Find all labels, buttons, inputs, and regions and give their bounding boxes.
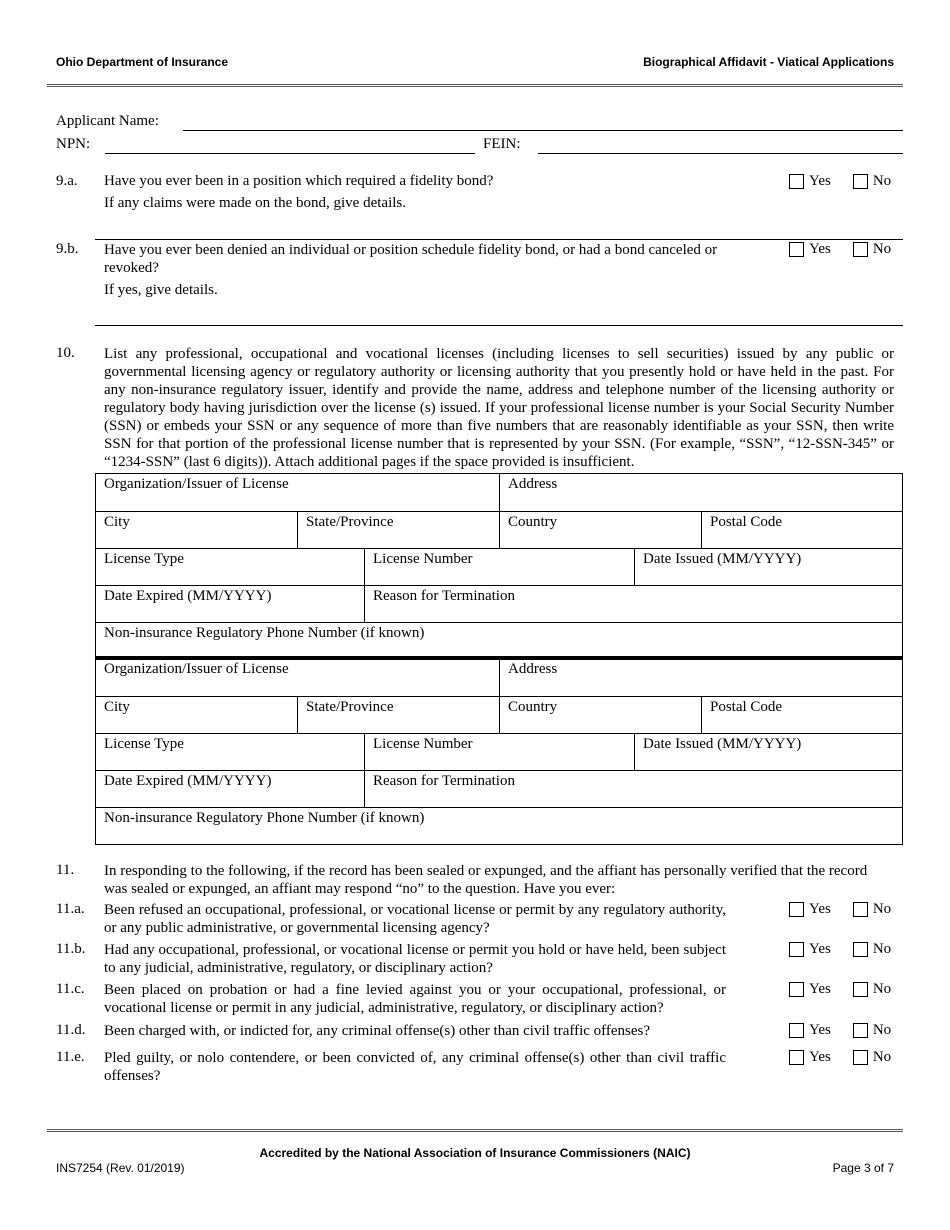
q11e-number: 11.e. <box>56 1049 85 1065</box>
q11d-text: Been charged with, or indicted for, any criminal offense(s) other than civil traffic offenses? <box>104 1023 651 1039</box>
q11e-no-label: No <box>872 1049 892 1065</box>
license2-address-label: Address <box>508 661 558 677</box>
license1-reason-cell[interactable] <box>364 586 902 622</box>
q11e-yes-label: Yes <box>809 1049 831 1065</box>
q11a-number: 11.a. <box>56 901 85 917</box>
license2-phone-label: Non-insurance Regulatory Phone Number (if known) <box>104 810 425 826</box>
q9a-number: 9.a. <box>56 173 78 189</box>
license1-expired-label: Date Expired (MM/YYYY) <box>104 588 272 604</box>
q9a-yes-label: Yes <box>809 173 831 189</box>
q9b-yes-checkbox[interactable] <box>789 242 804 257</box>
license2-expired-cell[interactable] <box>96 771 364 807</box>
q11-number: 11. <box>56 862 75 878</box>
npn-field[interactable] <box>105 153 475 154</box>
license2-state-cell[interactable] <box>297 697 499 733</box>
license2-postal-label: Postal Code <box>710 699 783 715</box>
license1-expired-cell[interactable] <box>96 586 364 622</box>
q11d-no-checkbox[interactable] <box>853 1023 868 1038</box>
q11b-choices <box>789 941 891 958</box>
footer-page-number: Page 3 of 7 <box>832 1161 894 1175</box>
license1-type-label: License Type <box>104 551 184 567</box>
applicant-name-label: Applicant Name: <box>56 113 159 129</box>
q9b-number: 9.b. <box>56 241 79 257</box>
q9a-subtext: If any claims were made on the bond, give details. <box>104 195 406 211</box>
q11d-choices <box>789 1022 891 1039</box>
q11a-no-label: No <box>872 901 892 917</box>
license1-state-cell[interactable] <box>297 512 499 548</box>
license2-state-label: State/Province <box>306 699 394 715</box>
license2-issued-label: Date Issued (MM/YYYY) <box>643 736 802 752</box>
license2-type-label: License Type <box>104 736 184 752</box>
q11b-yes-label: Yes <box>809 941 831 957</box>
npn-label: NPN: <box>56 136 91 152</box>
license1-number-cell[interactable] <box>364 549 634 585</box>
header-divider <box>47 84 903 87</box>
q9b-text: Have you ever been denied an individual or position schedule fidelity bond, or had a bond canceled or revoked? <box>104 242 718 276</box>
license2-org-label: Organization/Issuer of License <box>104 661 289 677</box>
q11-intro: In responding to the following, if the record has been sealed or expunged, and the affiant has personally verified that the record was sealed or expunged, an affiant may respond “no” to the question. Have you ever: <box>104 863 868 897</box>
header-department: Ohio Department of Insurance <box>56 55 229 69</box>
q11c-no-label: No <box>872 981 892 997</box>
license1-state-label: State/Province <box>306 514 394 530</box>
q9a-choices <box>789 173 891 190</box>
license2-city-cell[interactable] <box>96 697 297 733</box>
q9b-subtext: If yes, give details. <box>104 282 218 298</box>
license1-phone-label: Non-insurance Regulatory Phone Number (if known) <box>104 625 425 641</box>
license1-issued-label: Date Issued (MM/YYYY) <box>643 551 802 567</box>
q9a-no-checkbox[interactable] <box>853 174 868 189</box>
q11c-choices <box>789 981 891 998</box>
q11a-text: Been refused an occupational, professional, or vocational license or permit by any regulatory authority, or any public administrative, or governmental licensing agency? <box>104 902 726 936</box>
q11e-yes-checkbox[interactable] <box>789 1050 804 1065</box>
q9a-yes-checkbox[interactable] <box>789 174 804 189</box>
license2-address-cell[interactable] <box>499 659 902 696</box>
license2-country-cell[interactable] <box>499 697 701 733</box>
license2-country-label: Country <box>508 699 558 715</box>
license2-phone-cell[interactable] <box>96 808 902 844</box>
license2-org-cell[interactable] <box>96 659 499 696</box>
q9b-no-checkbox[interactable] <box>853 242 868 257</box>
q9a-text: Have you ever been in a position which required a fidelity bond? <box>104 173 494 189</box>
license2-number-label: License Number <box>373 736 473 752</box>
q11a-yes-label: Yes <box>809 901 831 917</box>
license1-city-label: City <box>104 514 130 530</box>
license1-type-cell[interactable] <box>96 549 364 585</box>
q10-number: 10. <box>56 345 75 361</box>
license2-postal-cell[interactable] <box>701 697 902 733</box>
license1-postal-label: Postal Code <box>710 514 783 530</box>
license1-reason-label: Reason for Termination <box>373 588 515 604</box>
q11b-text: Had any occupational, professional, or vocational license or permit you hold or have held, been subject to any judicial, administrative, regulatory, or disciplinary action? <box>104 942 726 976</box>
q11b-no-checkbox[interactable] <box>853 942 868 957</box>
q11b-number: 11.b. <box>56 941 86 957</box>
q9b-no-label: No <box>872 241 892 257</box>
q11b-yes-checkbox[interactable] <box>789 942 804 957</box>
q11d-yes-checkbox[interactable] <box>789 1023 804 1038</box>
license2-issued-cell[interactable] <box>634 734 902 770</box>
q11c-yes-checkbox[interactable] <box>789 982 804 997</box>
license1-address-cell[interactable] <box>499 474 902 511</box>
q11e-text: Pled guilty, or nolo contendere, or been convicted of, any criminal offense(s) other than civil traffic offenses? <box>104 1050 726 1084</box>
q11c-number: 11.c. <box>56 981 85 997</box>
footer-divider <box>47 1129 903 1132</box>
q9b-yes-label: Yes <box>809 241 831 257</box>
q11d-no-label: No <box>872 1022 892 1038</box>
license1-city-cell[interactable] <box>96 512 297 548</box>
fein-label: FEIN: <box>483 136 521 152</box>
q11c-yes-label: Yes <box>809 981 831 997</box>
license1-issued-cell[interactable] <box>634 549 902 585</box>
license2-reason-cell[interactable] <box>364 771 902 807</box>
license1-country-label: Country <box>508 514 558 530</box>
header-form-title: Biographical Affidavit - Viatical Applications <box>643 55 894 69</box>
license-table-1 <box>95 473 903 660</box>
footer-accreditation: Accredited by the National Association of Insurance Commissioners (NAIC) <box>259 1146 691 1160</box>
license1-phone-cell[interactable] <box>96 623 902 659</box>
q11e-choices <box>789 1049 891 1066</box>
license2-number-cell[interactable] <box>364 734 634 770</box>
license2-city-label: City <box>104 699 130 715</box>
q9b-details-line[interactable] <box>95 325 903 326</box>
license1-org-cell[interactable] <box>96 474 499 511</box>
license1-postal-cell[interactable] <box>701 512 902 548</box>
q11d-yes-label: Yes <box>809 1022 831 1038</box>
q9a-no-label: No <box>872 173 892 189</box>
license1-address-label: Address <box>508 476 558 492</box>
q11a-yes-checkbox[interactable] <box>789 902 804 917</box>
fein-field[interactable] <box>538 153 903 154</box>
license1-country-cell[interactable] <box>499 512 701 548</box>
q11e-no-checkbox[interactable] <box>853 1050 868 1065</box>
q11c-text: Been placed on probation or had a fine levied against you or your occupational, professional, or vocational license or permit in any judicial, administrative, regulatory, or disciplinary action? <box>104 982 726 1016</box>
q11a-choices <box>789 901 891 918</box>
license2-expired-label: Date Expired (MM/YYYY) <box>104 773 272 789</box>
q9a-details-line[interactable] <box>95 239 903 240</box>
q11b-no-label: No <box>872 941 892 957</box>
applicant-name-field[interactable] <box>183 130 903 131</box>
q11a-no-checkbox[interactable] <box>853 902 868 917</box>
license2-reason-label: Reason for Termination <box>373 773 515 789</box>
q11c-no-checkbox[interactable] <box>853 982 868 997</box>
license2-type-cell[interactable] <box>96 734 364 770</box>
footer-form-number: INS7254 (Rev. 01/2019) <box>56 1161 185 1175</box>
license1-number-label: License Number <box>373 551 473 567</box>
license1-org-label: Organization/Issuer of License <box>104 476 289 492</box>
q9b-choices <box>789 241 891 258</box>
q11d-number: 11.d. <box>56 1022 86 1038</box>
license-table-2 <box>95 656 903 845</box>
q10-text: List any professional, occupational and vocational licenses (including licenses to sell securities) issued by any public or governmental licensing agency or regulatory authority or licensing authority that you presently hold or have held in the past. For any non-insurance regulatory issuer, identify and provide the name, address and telephone number of the licensing authority or regulatory body having jurisdiction over the license (s) issued. If your professional license number is your Social Security Number (SSN) or embeds your SSN or any sequence of more than five numbers that are reasonably identifiable as your SSN, then write SSN for that portion of the professional license number that is represented by your SSN. (For example, “SSN”, “12-SSN-345” or “1234-SSN” (last 6 digits)). Attach additional pages if the space provided is insufficient. <box>104 346 894 470</box>
